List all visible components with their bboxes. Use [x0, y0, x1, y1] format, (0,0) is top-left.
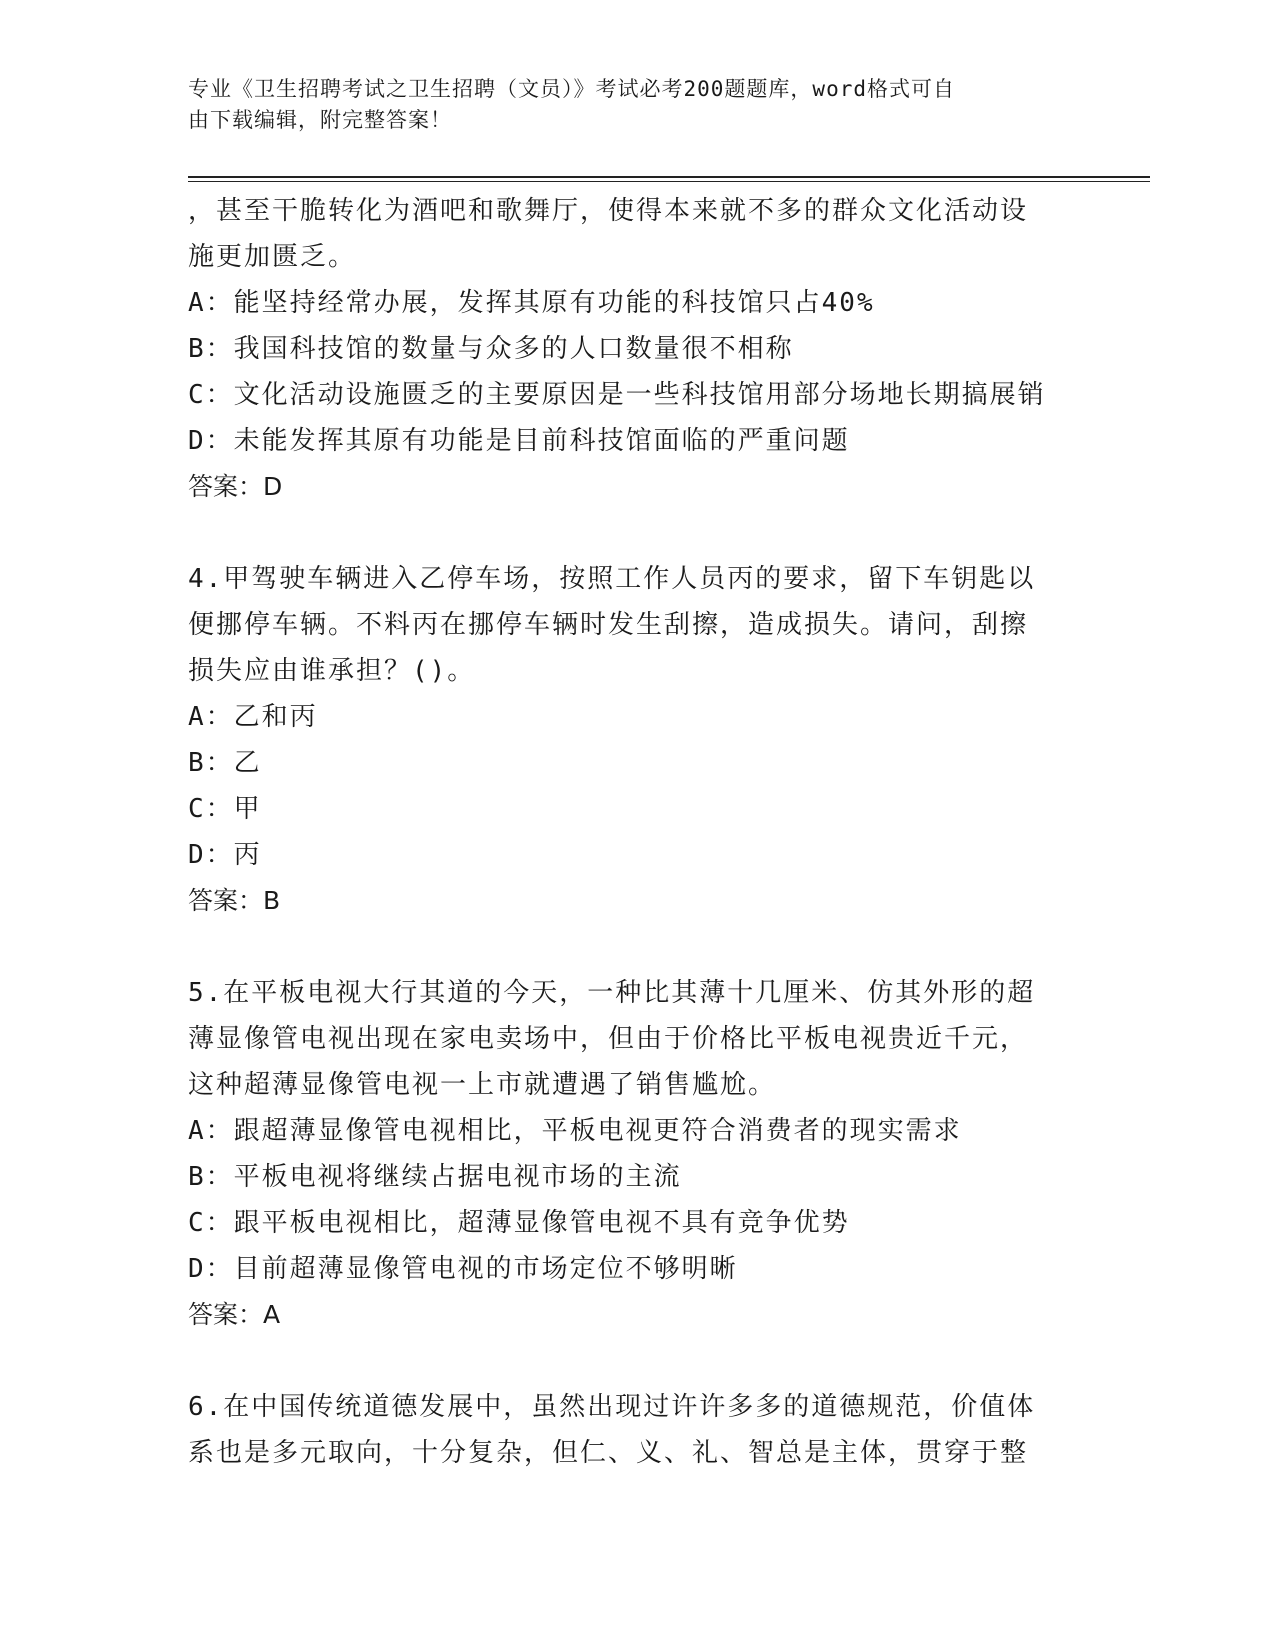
option-a: A：乙和丙: [188, 702, 318, 732]
option-d: D：目前超薄显像管电视的市场定位不够明晰: [188, 1254, 738, 1284]
spacer: [188, 924, 1088, 970]
answer-line: 答案：A: [188, 1300, 281, 1329]
question-3-continued: [188, 188, 1088, 510]
option-b: B：乙: [188, 748, 262, 778]
question-stem-line: 5.在平板电视大行其道的今天，一种比其薄十几厘米、仿其外形的超: [188, 978, 1036, 1008]
option-c: C：甲: [188, 794, 262, 824]
option-c: C：文化活动设施匮乏的主要原因是一些科技馆用部分场地长期搞展销: [188, 380, 1046, 410]
option-d: D：丙: [188, 840, 262, 870]
question-stem-line: 便挪停车辆。不料丙在挪停车辆时发生刮擦，造成损失。请问，刮擦: [188, 610, 1029, 640]
answer-line: 答案：B: [188, 886, 281, 915]
answer-line: 答案：D: [188, 472, 283, 501]
option-b: B：平板电视将继续占据电视市场的主流: [188, 1162, 682, 1192]
spacer: [188, 510, 1088, 556]
question-stem-line: 损失应由谁承担？()。: [188, 656, 476, 686]
header-line-1: 专业《卫生招聘考试之卫生招聘（文员）》考试必考200题题库，word格式可自: [188, 77, 955, 101]
question-stem-line: 6.在中国传统道德发展中，虽然出现过许许多多的道德规范，价值体: [188, 1392, 1036, 1422]
question-4: [188, 556, 1088, 924]
question-stem-line: ，甚至干脆转化为酒吧和歌舞厅，使得本来就不多的群众文化活动设: [188, 196, 1029, 226]
option-a: A：能坚持经常办展，发挥其原有功能的科技馆只占40%: [188, 288, 875, 318]
question-stem-line: 系也是多元取向，十分复杂，但仁、义、礼、智总是主体，贯穿于整: [188, 1438, 1029, 1468]
option-d: D：未能发挥其原有功能是目前科技馆面临的严重问题: [188, 426, 850, 456]
page-header: [188, 74, 1068, 136]
header-line-2: 由下载编辑，附完整答案！: [188, 108, 452, 132]
option-a: A：跟超薄显像管电视相比，平板电视更符合消费者的现实需求: [188, 1116, 962, 1146]
question-stem-line: 施更加匮乏。: [188, 242, 357, 272]
spacer: [188, 1338, 1088, 1384]
question-stem-line: 薄显像管电视出现在家电卖场中，但由于价格比平板电视贵近千元，: [188, 1024, 1029, 1054]
question-stem-line: 4.甲驾驶车辆进入乙停车场，按照工作人员丙的要求，留下车钥匙以: [188, 564, 1036, 594]
header-divider: [188, 176, 1150, 182]
question-stem-line: 这种超薄显像管电视一上市就遭遇了销售尴尬。: [188, 1070, 777, 1100]
document-body: [188, 188, 1088, 1476]
question-6: [188, 1384, 1088, 1476]
option-c: C：跟平板电视相比，超薄显像管电视不具有竞争优势: [188, 1208, 850, 1238]
question-5: [188, 970, 1088, 1338]
option-b: B：我国科技馆的数量与众多的人口数量很不相称: [188, 334, 794, 364]
